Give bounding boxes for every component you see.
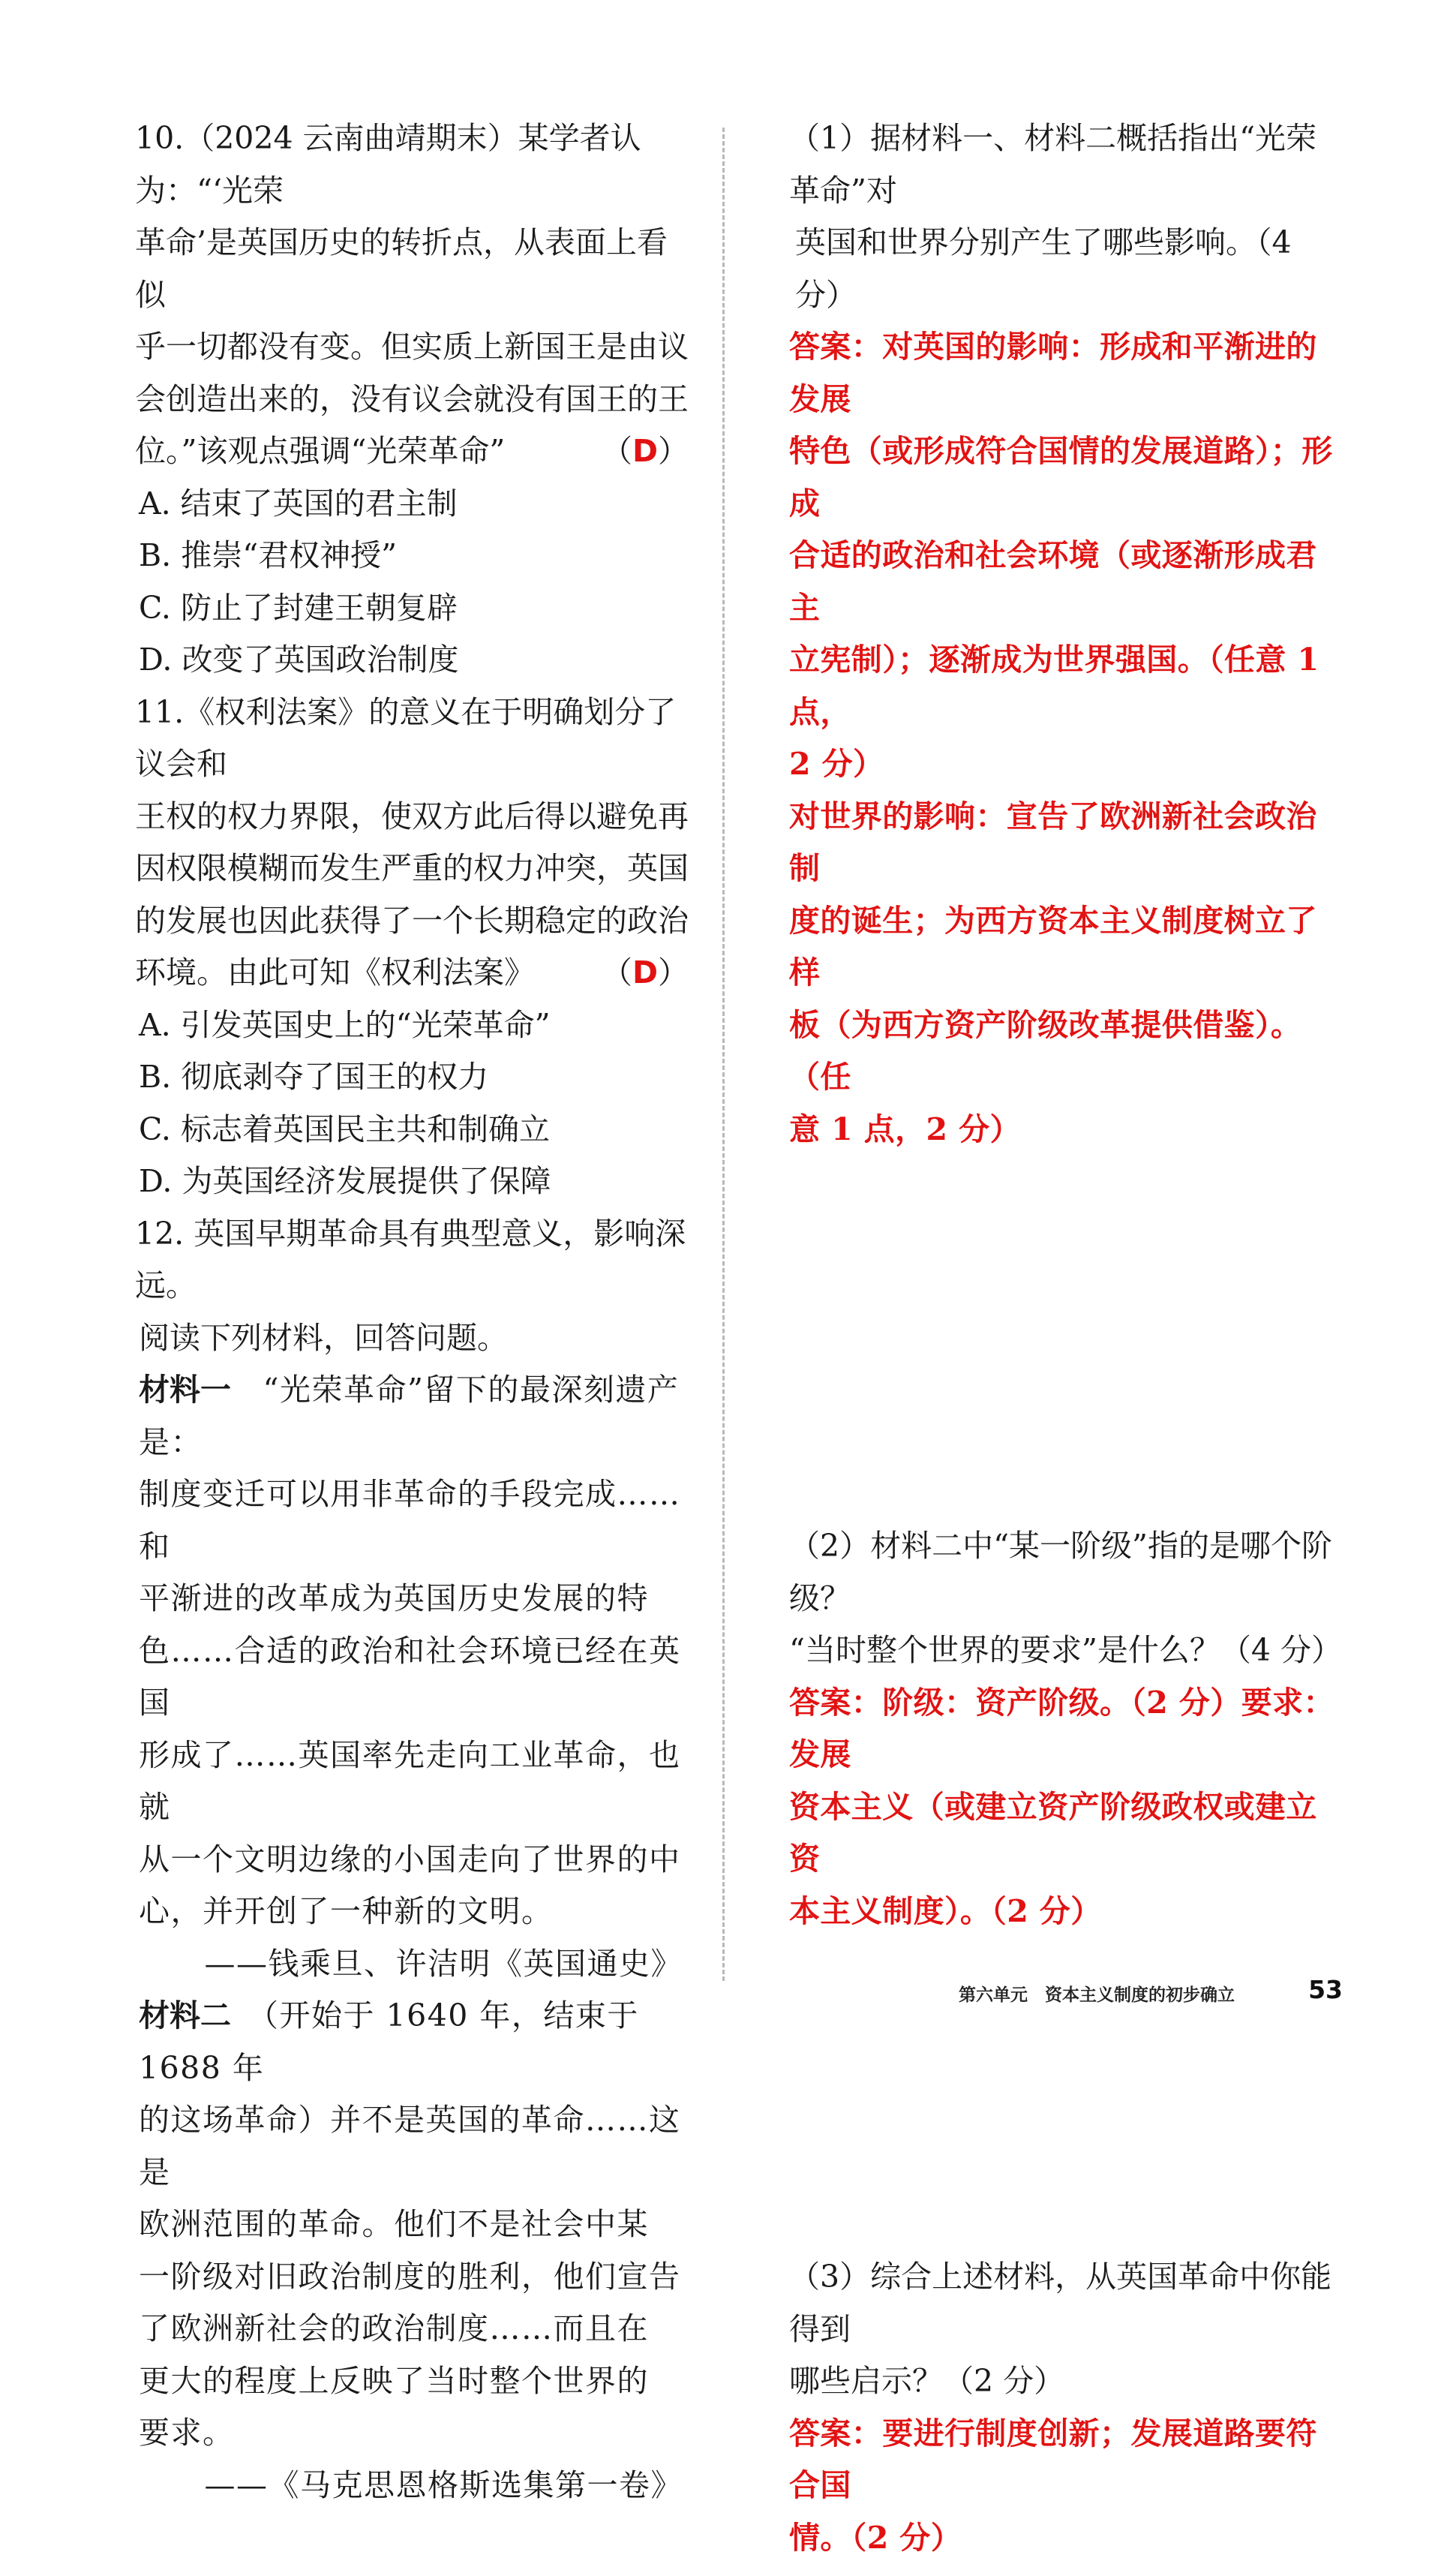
question-text-line: 乎一切都没有变。但实质上新国王是由议 [135,321,689,374]
material-source: ——《马克思恩格斯选集第一卷》 [139,2460,689,2512]
option-d: D. 改变了英国政治制度 [135,634,689,687]
answer-label: 答案： [789,2415,882,2451]
material-1 [135,1364,689,1990]
option-a: A. 结束了英国的君主制 [135,478,689,531]
material-text-line: 更大的程度上反映了当时整个世界的 [139,2355,689,2408]
right-column [789,113,1347,2564]
answer-label: 答案： [789,329,882,365]
answer-text: 度的诞生；为西方资本主义制度树立了样 [789,895,1347,999]
material-text-line: 的这场革命）并不是英国的革命……这是 [139,2094,689,2199]
sub-question-1 [789,113,1347,1156]
material-text-line: 要求。 [139,2407,689,2460]
material-label: 材料二 [139,1997,231,2033]
answer-text: 对英国的影响：形成和平渐进的发展 [789,329,1317,417]
sub-question-text: （3）综合上述材料，从英国革命中你能得到 [789,2251,1347,2355]
option-b: B. 彻底剥夺了国王的权力 [135,1051,689,1104]
option-d: D. 为英国经济发展提供了保障 [135,1156,689,1208]
material-text-line: 欧洲范围的革命。他们不是社会中某 [139,2199,689,2251]
question-text-line: 12. 英国早期革命具有典型意义，影响深远。 [135,1208,689,1312]
answer-text: 对世界的影响：宣告了欧洲新社会政治制 [789,791,1347,895]
question-text-line: 的发展也因此获得了一个长期稳定的政治 [135,895,689,948]
question-10 [135,113,689,687]
question-text-line: 革命’是英国历史的转折点，从表面上看似 [135,217,689,321]
sub-question-text: 哪些启示？（2 分） [789,2355,1347,2408]
question-11 [135,687,689,1208]
question-text-line [135,425,689,478]
question-text-line: 10.（2024 云南曲靖期末）某学者认为：“‘光荣 [135,113,689,217]
material-source: ——钱乘旦、许洁明《英国通史》 [139,1938,689,1991]
option-c: C. 标志着英国民主共和制确立 [135,1104,689,1156]
material-text-line: 平渐进的改革成为英国历史发展的特 [139,1573,689,1625]
sub-question-text: （2）材料二中“某一阶级”指的是哪个阶级？ [789,1520,1347,1625]
option-b: B. 推崇“君权神授” [135,530,689,582]
column-divider [722,128,725,1981]
answer-text: 2 分） [789,738,1347,791]
answer-label: 答案： [789,1685,882,1721]
material-text-line: 了欧洲新社会的政治制度……而且在 [139,2303,689,2355]
material-label: 材料一 [139,1372,231,1408]
answer-text: 资本主义（或建立资产阶级政权或建立资 [789,1781,1347,1886]
sub-question-3 [789,2251,1347,2564]
material-text-line: （开始于 1640 年，结束于 1688 年 [139,1997,639,2086]
page-footer [959,1975,1349,2005]
question-stem-end: 环境。由此可知《权利法案》 [135,954,535,990]
material-text-line: 形成了……英国率先走向工业革命，也就 [139,1730,689,1834]
material-text-line: “光荣革命”留下的最深刻遗产是： [139,1372,679,1460]
answer-text: 特色（或形成符合国情的发展道路）；形成 [789,425,1347,530]
left-column [135,113,689,2511]
choice-answer: D [632,954,658,990]
answer-text: 意 1 点，2 分） [789,1104,1347,1156]
question-text-line: 王权的权力界限，使双方此后得以避免再 [135,791,689,843]
material-text-line: 制度变迁可以用非革命的手段完成……和 [139,1468,689,1573]
sub-question-2 [789,1520,1347,1937]
answer-text: 合适的政治和社会环境（或逐渐形成君主 [789,530,1347,634]
question-stem-end: 位。”该观点强调“光荣革命” [135,433,505,469]
material-text-line: 心，并开创了一种新的文明。 [139,1886,689,1938]
material-text-line: 从一个文明边缘的小国走向了世界的中 [139,1834,689,1886]
page-number: 53 [1308,1975,1343,2004]
material-2 [135,1990,689,2511]
answer-bracket: （D） [600,425,689,478]
answer-bracket: （D） [600,947,689,999]
choice-answer: D [632,433,658,469]
answer-text: 情。（2 分） [789,2512,1347,2564]
material-text-line: 色……合适的政治和社会环境已经在英国 [139,1625,689,1730]
unit-title: 第六单元 资本主义制度的初步确立 [959,1981,1235,2006]
answer-text: 阶级：资产阶级。（2 分）要求：发展 [789,1685,1334,1773]
option-a: A. 引发英国史上的“光荣革命” [135,999,689,1052]
answer-text: 本主义制度）。（2 分） [789,1886,1347,1938]
answer-text: 板（为西方资产阶级改革提供借鉴）。（任 [789,999,1347,1104]
answer-text: 要进行制度创新；发展道路要符合国 [789,2415,1317,2504]
question-text-line: 会创造出来的，没有议会就没有国王的王 [135,374,689,426]
answer-text: 立宪制）；逐渐成为世界强国。（任意 1 点， [789,634,1347,738]
question-12 [135,1208,689,2512]
option-c: C. 防止了封建王朝复辟 [135,582,689,635]
blank-space [789,1156,1347,1520]
question-text-line: 11.《权利法案》的意义在于明确划分了议会和 [135,687,689,791]
question-text-line: 因权限模糊而发生严重的权力冲突，英国 [135,843,689,895]
sub-question-text: （1）据材料一、材料二概括指出“光荣革命”对 [789,113,1347,217]
material-text-line: 一阶级对旧政治制度的胜利，他们宣告 [139,2251,689,2304]
question-text-line [135,947,689,999]
question-text-line: 阅读下列材料，回答问题。 [135,1312,689,1365]
sub-question-text: 英国和世界分别产生了哪些影响。（4 分） [789,217,1347,321]
sub-question-text: “当时整个世界的要求”是什么？（4 分） [789,1625,1347,1677]
